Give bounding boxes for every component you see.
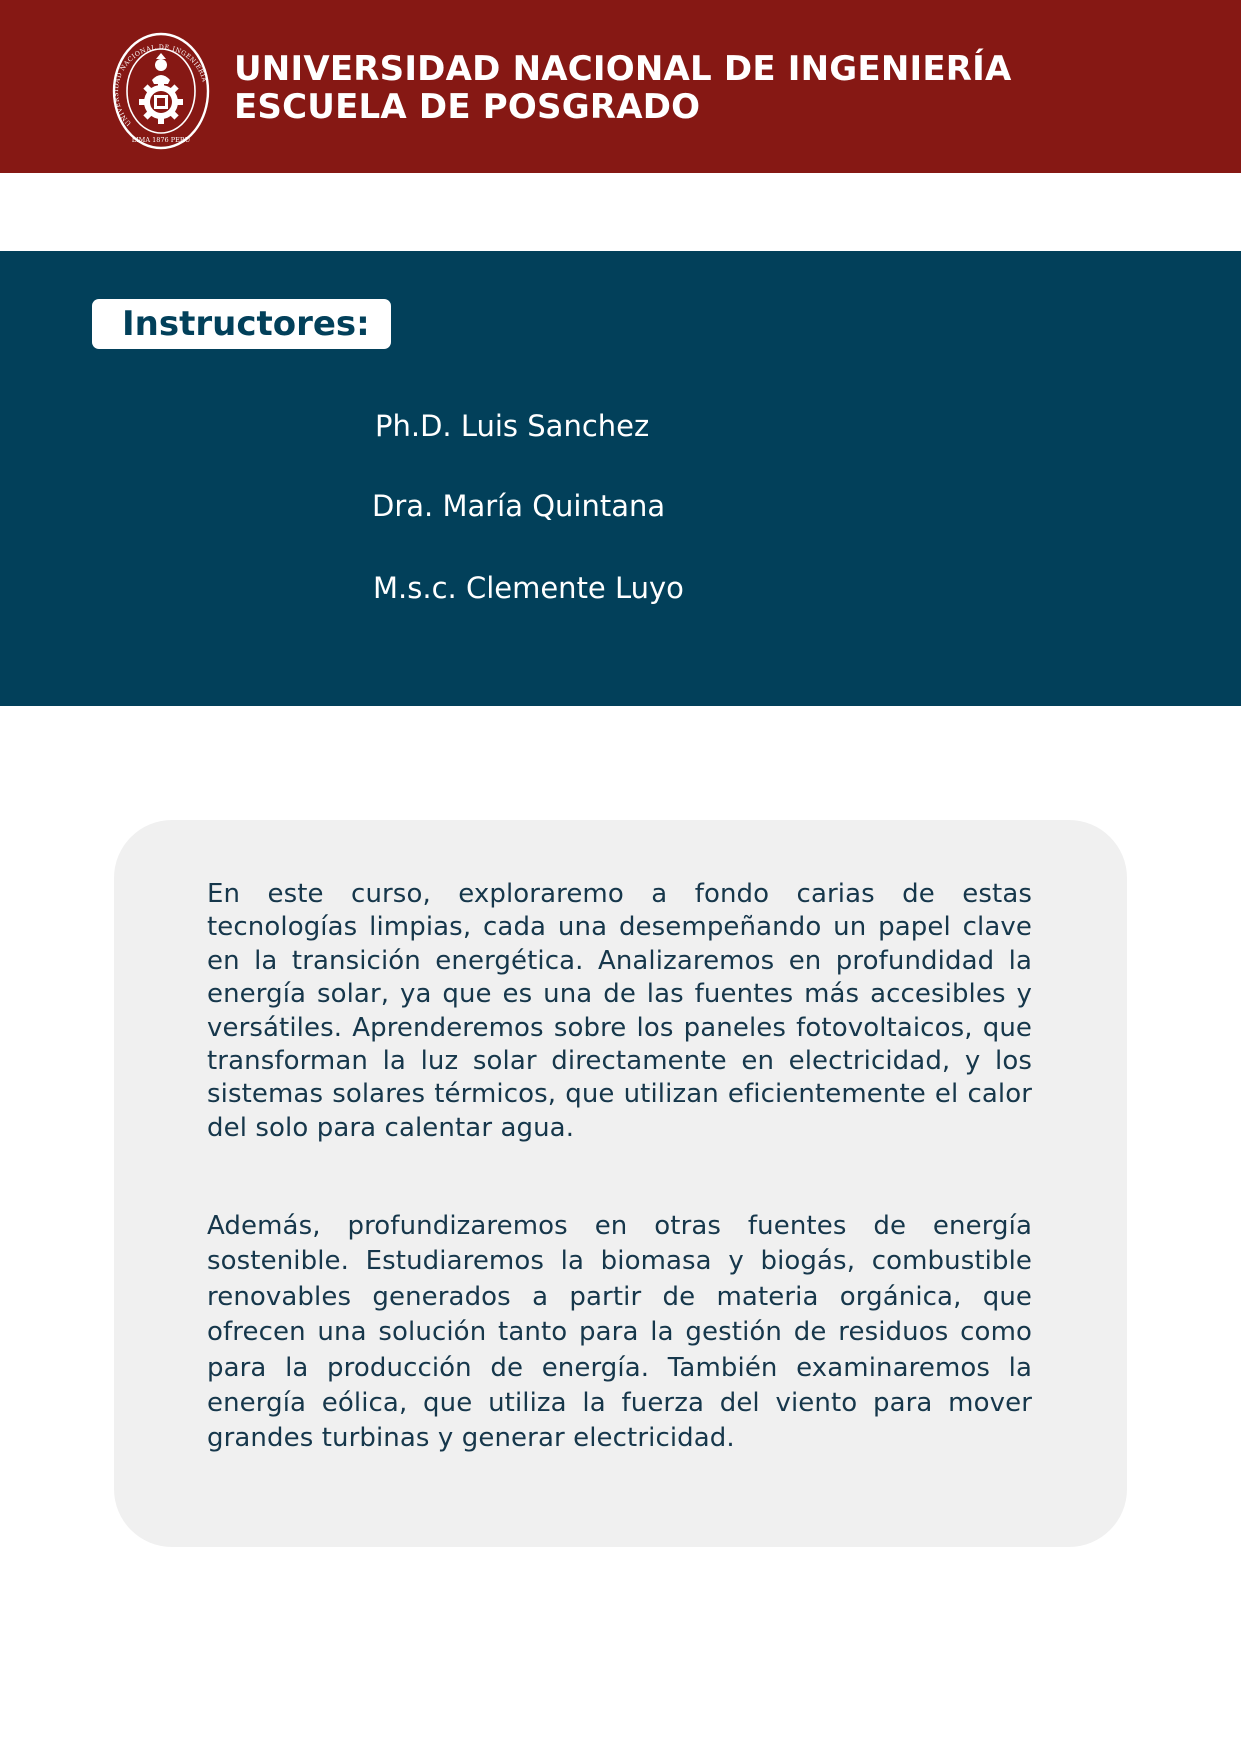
instructor-name: Dra. María Quintana [372, 489, 666, 523]
instructors-section [0, 251, 1241, 706]
university-seal-icon [112, 32, 210, 150]
instructor-name: M.s.c. Clemente Luyo [373, 571, 684, 605]
header-title [234, 50, 1012, 126]
description-paragraph: Además, profundizaremos en otras fuentes de energía sostenible. Estudiaremos la biomasa y biogás, combustible renovables generados a partir de materia orgánica, que ofrecen una solución tanto para la gestión de residuos como para la producción de energía. También examinaremos la energía eólica, que utiliza la fuerza del viento para mover grandes turbinas y generar electricidad. [207, 1211, 1032, 1454]
university-name: UNIVERSIDAD NACIONAL DE INGENIERÍA [234, 49, 1012, 89]
description-paragraph: En este curso, exploraremo a fondo carias de estas tecnologías limpias, cada una desempeñando un papel clave en la transición energética. Analizaremos en profundidad la energía solar, ya que es una de las fuentes más accesibles y versátiles. Aprenderemos sobre los paneles fotovoltaicos, que transforman la luz solar directamente en electricidad, y los sistemas solares térmicos, que utilizan eficientemente el calor del solo para calentar agua. [207, 879, 1032, 1143]
seal-bottom-text: LIMA 1876 PERU [131, 136, 191, 144]
instructors-heading: Instructores: [122, 304, 370, 344]
school-name: ESCUELA DE POSGRADO [234, 87, 701, 127]
instructors-heading-badge [92, 299, 391, 349]
course-description-card [114, 820, 1127, 1547]
instructor-name: Ph.D. Luis Sanchez [375, 409, 650, 443]
seal-ring-text: UNIVERSIDAD NACIONAL DE INGENIERIA [112, 43, 208, 127]
header-banner [0, 0, 1241, 173]
